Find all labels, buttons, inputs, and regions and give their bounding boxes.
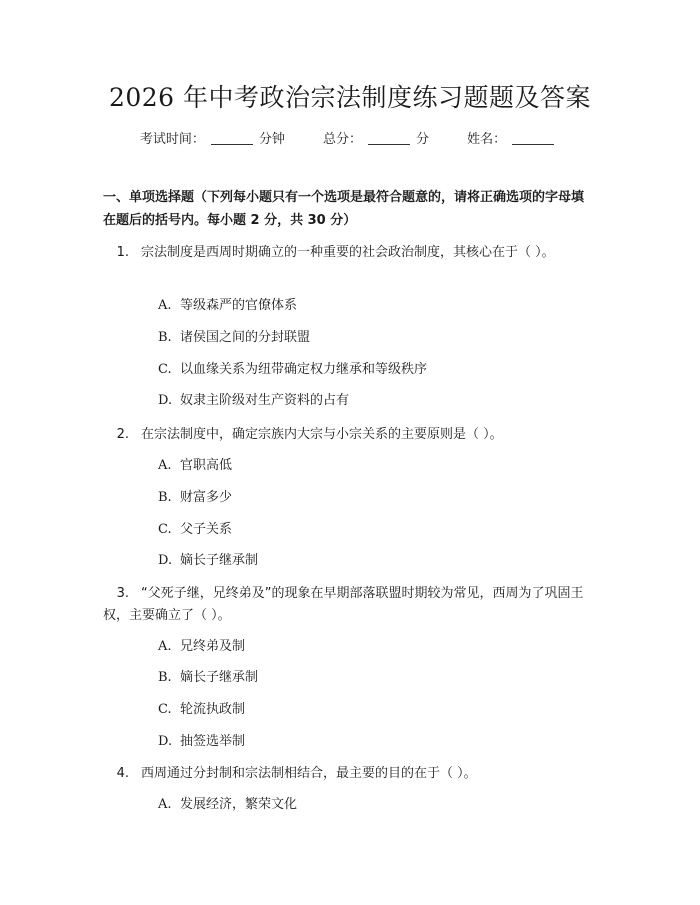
option-text: 等级森严的官僚体系 bbox=[180, 298, 298, 313]
question-2-option-c bbox=[158, 520, 578, 540]
option-letter: B. bbox=[158, 670, 172, 685]
option-letter: A. bbox=[158, 458, 172, 473]
exam-time-label: 考试时间： bbox=[139, 132, 205, 147]
total-score-unit: 分 bbox=[416, 132, 430, 147]
exam-time-blank bbox=[211, 130, 253, 145]
question-4-option-a bbox=[158, 795, 578, 815]
option-letter: C. bbox=[158, 522, 172, 537]
total-score-field bbox=[323, 132, 433, 147]
option-text: 发展经济，繁荣文化 bbox=[180, 797, 298, 812]
option-letter: C. bbox=[158, 362, 172, 377]
option-letter: C. bbox=[158, 702, 172, 717]
option-text: 嫡长子继承制 bbox=[180, 553, 259, 568]
student-name-field bbox=[467, 132, 560, 147]
question-3-option-a bbox=[158, 637, 578, 657]
question-text: 宗法制度是西周时期确立的一种重要的社会政治制度，其核心在于（ ）。 bbox=[141, 245, 555, 260]
question-3-option-d bbox=[158, 732, 578, 752]
option-letter: D. bbox=[158, 553, 173, 568]
option-text: 轮流执政制 bbox=[180, 702, 246, 717]
question-2 bbox=[103, 424, 598, 446]
question-4 bbox=[103, 763, 598, 785]
question-number: 1. bbox=[116, 245, 129, 260]
student-name-blank bbox=[512, 130, 554, 145]
question-text: 西周通过分封制和宗法制相结合，最主要的目的在于（ ）。 bbox=[141, 766, 477, 781]
option-text: 奴隶主阶级对生产资料的占有 bbox=[180, 393, 350, 408]
question-number: 4. bbox=[116, 766, 129, 781]
question-3-option-c bbox=[158, 700, 578, 720]
question-number: 2. bbox=[116, 427, 129, 442]
question-3-option-b bbox=[158, 668, 578, 688]
question-1 bbox=[103, 242, 598, 264]
total-score-blank bbox=[368, 130, 410, 145]
exam-time-unit: 分钟 bbox=[258, 132, 285, 147]
question-1-option-c bbox=[158, 360, 578, 380]
option-letter: D. bbox=[158, 734, 173, 749]
question-1-option-b bbox=[158, 328, 578, 348]
question-2-option-b bbox=[158, 488, 578, 508]
option-letter: A. bbox=[158, 797, 172, 812]
option-text: 官职高低 bbox=[180, 458, 233, 473]
option-letter: B. bbox=[158, 490, 172, 505]
question-2-option-d bbox=[158, 551, 578, 571]
option-letter: A. bbox=[158, 639, 172, 654]
option-text: 诸侯国之间的分封联盟 bbox=[180, 330, 311, 345]
option-letter: B. bbox=[158, 330, 172, 345]
section-heading: 一、单项选择题（下列每小题只有一个选项是最符合题意的，请将正确选项的字母填在题后的括号内。每小题 2 分，共 30 分） bbox=[103, 190, 585, 228]
question-text: 在宗法制度中，确定宗族内大宗与小宗关系的主要原则是（ ）。 bbox=[141, 427, 503, 442]
exam-time-field bbox=[140, 132, 289, 147]
student-name-label: 姓名： bbox=[467, 132, 507, 147]
question-1-option-a bbox=[158, 296, 578, 316]
option-letter: D. bbox=[158, 393, 173, 408]
page-title: 2026 年中考政治宗法制度练习题题及答案 bbox=[108, 83, 592, 112]
option-text: 抽签选举制 bbox=[180, 734, 246, 749]
question-1-option-d bbox=[158, 391, 578, 411]
option-text: 父子关系 bbox=[180, 522, 233, 537]
total-score-label: 总分： bbox=[322, 132, 362, 147]
question-3 bbox=[103, 583, 598, 627]
exam-info-line bbox=[0, 130, 700, 150]
question-text: “父死子继，兄终弟及”的现象在早期部落联盟时期较为常见，西周为了巩固王权，主要确立了（ ）。 bbox=[103, 586, 584, 623]
question-number: 3. bbox=[116, 586, 129, 601]
question-2-option-a bbox=[158, 456, 578, 476]
option-text: 财富多少 bbox=[180, 490, 233, 505]
option-letter: A. bbox=[158, 298, 172, 313]
option-text: 嫡长子继承制 bbox=[180, 670, 259, 685]
option-text: 以血缘关系为纽带确定权力继承和等级秩序 bbox=[180, 362, 428, 377]
option-text: 兄终弟及制 bbox=[180, 639, 246, 654]
